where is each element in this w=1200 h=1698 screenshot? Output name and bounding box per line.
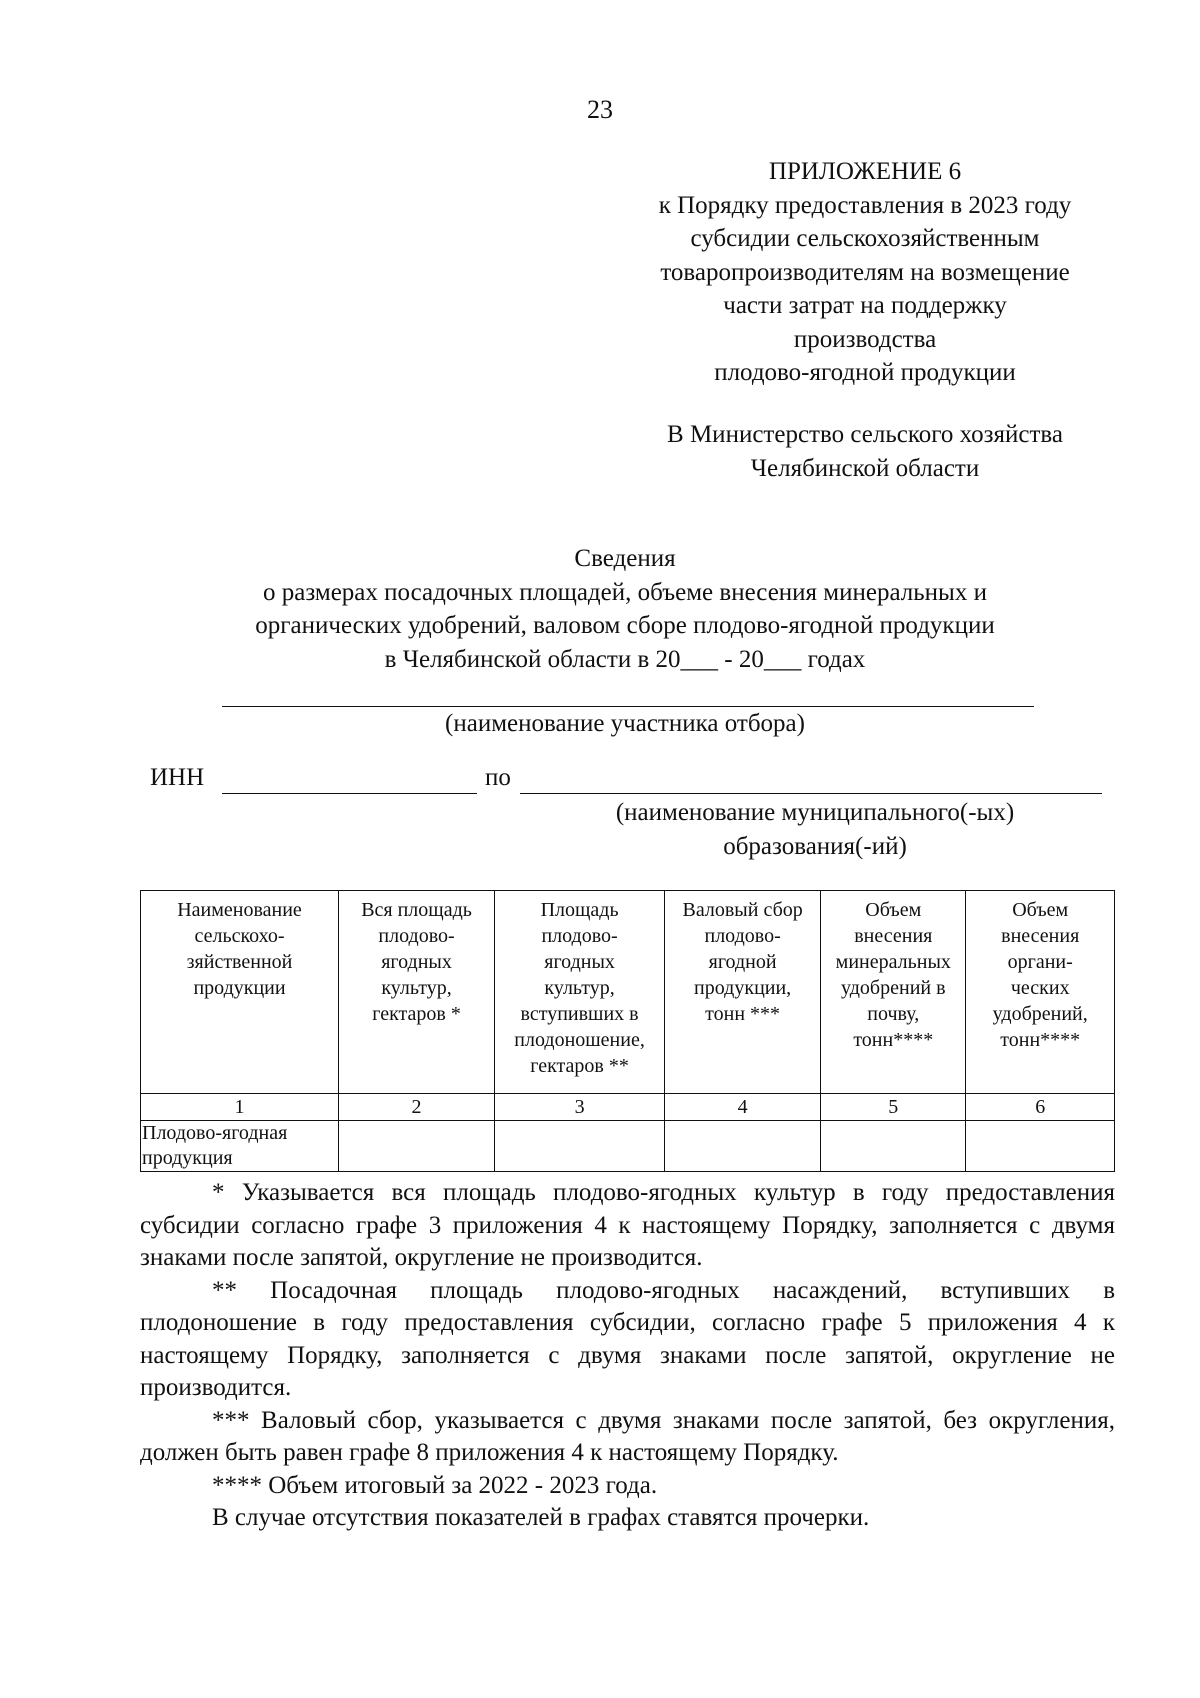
column-number: 2: [339, 1094, 495, 1121]
column-header-organic-fertilizer: Объем внесения органи- ческих удобрений, тонн****: [966, 891, 1115, 1094]
column-header-mineral-fertilizer: Объем внесения минеральных удобрений в почву, тонн****: [821, 891, 966, 1094]
document-title: [140, 542, 1110, 676]
column-number: 3: [495, 1094, 665, 1121]
appendix-header: [620, 155, 1110, 390]
column-number: 6: [966, 1094, 1115, 1121]
table-header-row: [141, 891, 1115, 1094]
table-cell-total-area[interactable]: [339, 1121, 495, 1172]
table-cell-bearing-area[interactable]: [495, 1121, 665, 1172]
appendix-line: части затрат на поддержку: [723, 292, 1007, 319]
footnote-3: *** Валовый сбор, указывается с двумя знаками после запятой, без округления, должен быть равен графе 8 приложения 4 к настоящему Порядку.: [140, 1406, 1115, 1466]
data-table: [140, 890, 1115, 1172]
column-header-product-name: Наименование сельскохо- зяйственной продукции: [141, 891, 339, 1094]
recipient-line: В Министерство сельского хозяйства: [667, 421, 1063, 448]
footnote-note: В случае отсутствия показателей в графах ставятся прочерки.: [212, 1504, 870, 1531]
table-cell-organic-fertilizer[interactable]: [966, 1121, 1115, 1172]
appendix-line: товаропроизводителям на возмещение: [660, 258, 1070, 286]
footnotes: [140, 1177, 1115, 1535]
appendix-line: к Порядку предоставления в 2023 году: [658, 191, 1072, 219]
column-number: 4: [665, 1094, 821, 1121]
column-number: 5: [821, 1094, 966, 1121]
participant-caption: (наименование участника отбора): [445, 710, 805, 737]
appendix-title: ПРИЛОЖЕНИЕ 6: [768, 158, 962, 185]
po-label: по: [485, 764, 511, 791]
appendix-line: плодово-ягодной продукции: [714, 359, 1016, 386]
title-line: о размерах посадочных площадей, объеме внесения минеральных и: [263, 578, 987, 606]
participant-name-line[interactable]: [222, 706, 1034, 707]
row-product-name: Плодово-ягодная продукция: [141, 1121, 339, 1172]
municipality-caption: [560, 796, 1070, 863]
title-line: органических удобрений, валовом сборе плодово-ягодной продукции: [255, 612, 995, 639]
municipality-caption-line: образования(-ий): [723, 832, 907, 860]
table-cell-mineral-fertilizer[interactable]: [821, 1121, 966, 1172]
page-number: 23: [587, 95, 613, 124]
column-header-gross-harvest: Валовый сбор плодово- ягодной продукции, тонн ***: [665, 891, 821, 1094]
column-header-total-area: Вся площадь плодово- ягодных культур, гектаров *: [339, 891, 495, 1094]
appendix-line: субсидии сельскохозяйственным: [690, 225, 1040, 252]
column-number-row: [141, 1094, 1115, 1121]
municipality-field-line[interactable]: [520, 793, 1102, 794]
footnote-2: ** Посадочная площадь плодово-ягодных насаждений, вступивших в плодоношение в году предоставления субсидии, согласно графе 5 приложения 4 к настоящему Порядку, заполняется с двумя знаками после запятой, округление не производится.: [140, 1276, 1115, 1401]
inn-field-line[interactable]: [222, 793, 477, 794]
column-number: 1: [141, 1094, 339, 1121]
footnote-4: **** Объем итоговый за 2022 - 2023 года.: [212, 1471, 658, 1499]
title-line: в Челябинской области в 20___ - 20___ годах: [384, 645, 866, 673]
recipient-block: [620, 418, 1110, 485]
recipient-line: Челябинской области: [750, 454, 980, 482]
title-heading: Сведения: [574, 545, 676, 572]
table-cell-gross-harvest[interactable]: [665, 1121, 821, 1172]
footnote-1: * Указывается вся площадь плодово-ягодных культур в году предоставления субсидии согласно графе 3 приложения 4 к настоящему Порядку, заполняется с двумя знаками после запятой, округление не производится.: [140, 1179, 1115, 1271]
inn-label: ИНН: [150, 764, 205, 791]
municipality-caption-line: (наименование муниципального(-ых): [615, 799, 1015, 826]
column-header-bearing-area: Площадь плодово- ягодных культур, вступивших в плодоношение, гектаров **: [495, 891, 665, 1094]
table-row: [141, 1121, 1115, 1172]
appendix-line: производства: [793, 325, 937, 353]
